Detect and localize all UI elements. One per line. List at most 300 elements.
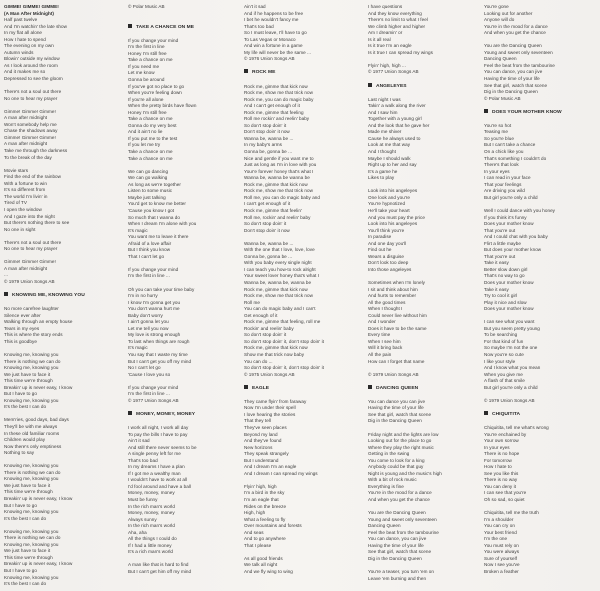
lyric-line: Rock me, gimme that kick now [244,181,308,187]
lyric-line: Depressed to see the gloom [4,76,63,82]
lyric-line: Knowing me, knowing you [4,528,59,534]
lyric-line: Knowing me, knowing you [4,476,59,482]
lyric-line: Does your mother know [484,221,534,227]
lyric-line: Wanna be, wanna be ... [244,240,294,246]
lyric-line: Ain't it sad [128,438,150,444]
lyric-line: I sit and think about him [368,286,418,292]
lyric-line: And to go anywhere [244,536,286,542]
lyric-line: Sure of yourself [484,555,517,561]
lyric-line: We climb higher and higher [368,23,426,29]
lyric-line: In my flat all alone [4,30,43,36]
song-title-text: TAKE A CHANCE ON ME [136,24,195,30]
lyric-line: Rides on the breeze [244,503,287,509]
lyric-line: A man after midnight [4,265,48,271]
lyric-line: When I see him [368,338,401,344]
lyric-line: But I have to go [4,502,37,508]
song-title-text: ROCK ME [252,70,276,76]
lyric-line: You'll think you're [368,227,405,233]
lyric-line: When you're feeling down [128,90,182,96]
lyric-line: How I hate to [484,464,512,470]
lyric-line: 'Cause I love you so [128,371,171,377]
lyric-line: You don't wanna hurt me [128,306,180,312]
lyric-line: Wanna be, wanna be wanna be [244,175,310,181]
lyric-line: Gonna be, gonna be ... [244,253,293,259]
lyric-line: If you think it's funny [484,214,527,220]
lyric-line: I bet he wouldn't fancy me [244,17,299,23]
lyric-line: But I think you know [128,247,171,253]
lyric-line: And it makes me so [4,69,46,75]
lyric-line: Together with a young girl [368,116,422,122]
lyric-line: I know I'm gonna get you [128,299,181,305]
lyric-line: Will it bring back [368,345,403,351]
lyric-line: My love is strong enough [128,332,181,338]
lyric-line: You're enchained by [484,431,527,437]
lyric-line: So I must leave, I'll have to go [244,30,307,36]
lyric-line: Your sweet lover honey that's what I [244,273,320,279]
lyric-line: Movie stars [4,167,29,173]
song-title [128,411,240,419]
lyric-line: That they tell [244,418,271,424]
lyric-line: And hurts to remember [368,293,417,299]
lyric-line: That you're out [484,253,516,259]
lyric-line: A single penny left for me [128,451,181,457]
lyric-line: So don't stop doin' it, don't stop doin' it [244,365,324,371]
lyric-line: Am I dreamin' or [368,30,403,36]
lyric-line: All the good times [368,299,406,305]
lyric-line: Feel the beat from the tambourine [484,62,555,68]
lyric-line: Having the time of your life [368,542,424,548]
lyric-line: So you're blue [484,135,514,141]
lyric-line: Find out he [368,247,392,253]
lyric-line: It's a rich man's world [128,549,174,555]
lyric-line: No one to hear my prayer [4,95,58,101]
lyric-line: Baby don't worry [128,312,163,318]
lyric-line: Let me know [128,70,155,76]
lyric-line: And I dream I can spread my wings [244,470,318,476]
lyric-line: Made me shiver [368,129,402,135]
lyric-line: There's not a soul out there [4,89,62,95]
lyric-line: © Polar Music AB [484,95,521,101]
lyric-line: Flirt a little maybe [484,240,521,246]
lyric-line: But you seem pretty young [484,325,540,331]
song-title [244,69,364,77]
lyric-line: That I please [244,542,272,548]
lyric-line: We just have to face it [4,548,51,554]
lyric-line: But I can't get you off my mind [128,358,192,364]
lyric-line: This is where the story ends [4,332,63,338]
lyric-line: I'm an eagle that [244,497,279,503]
lyric-line: But I have to go [4,391,37,397]
lyric-line: Your'e forever honey that's what I [244,168,314,174]
lyric-line: And one day you'll [368,240,407,246]
lyric-line: You come to look for a king [368,457,425,463]
lyric-line: Knowing me, knowing you [4,574,59,580]
lyric-line: Now I see you've [484,562,520,568]
lyric-line: I'm a shoulder [484,516,514,522]
lyric-line: With you baby every single night [244,260,312,266]
lyric-line: High, high [244,510,266,516]
lyric-line: As all good friends [244,555,283,561]
lyric-line: Looking out for another [484,10,533,16]
lyric-line: In my baby's arms [244,142,282,148]
lyric-line: Take it easy [484,286,509,292]
lyric-line: Show me that trick now baby [244,351,305,357]
lyric-line: Over mountains and forests [244,523,302,529]
lyric-line: Roll me [244,299,260,305]
lyric-line: No one in sight [4,226,36,232]
lyric-line: For tomorrow [484,457,512,463]
square-bullet-icon [244,385,248,389]
lyric-line: Play it nice and slow [484,299,527,305]
lyric-line: And I wonder [368,319,396,325]
lyric-line: And I thought [368,149,396,155]
lyric-line: I'm the one [484,536,508,542]
lyric-line: And I know what you mean [484,365,541,371]
lyric-line: Getting in the swing [368,451,410,457]
lyric-line: Everything is fine [368,483,404,489]
lyric-line: Your own sorrow [484,438,519,444]
lyric-line: Is it all real [368,36,391,42]
lyric-line: You can cry on [484,523,515,529]
lyric-line: They speak strangely [244,451,289,457]
lyric-line: There is nothing we can do [4,358,61,364]
lyric-line: Let me tell you now [128,325,169,331]
lyric-line: To be searching [484,332,518,338]
lyric-line: Now I'm under their spell [244,405,296,411]
lyric-line: What a feeling to fly [244,516,286,522]
lyric-line: So don't stop doin' it, don't stop doin' it [244,338,324,344]
lyric-line: One look and you're [368,194,410,200]
lyric-line: I wouldn't have to work at all [128,477,188,483]
lyric-line: Rock me, gimme that feeling [244,109,304,115]
lyric-line: So much that I wanna do [128,214,180,220]
lyric-line: If you need me [128,63,160,69]
song-title-text: KNOWING ME, KNOWING YOU [12,293,85,299]
lyric-line: Cause he always used to [368,135,421,141]
lyric-line: In your eyes [484,168,510,174]
lyric-line: In my dreams I have a plan [128,464,185,470]
lyric-line: So maybe I'm not the one [484,345,538,351]
song-title-text: ANGELEYES [376,83,407,89]
lyric-line: Aha, aha [128,529,147,535]
square-bullet-icon [128,24,132,28]
lyric-line: And still there never seems to be [128,444,197,450]
lyric-line: Knowing me, knowing you [4,541,59,547]
lyric-line: My life will never be the same ... [244,49,312,55]
lyric-line: You'd get to know me better [128,201,186,207]
lyric-line: I ain't gonna let you [128,319,169,325]
lyric-line: Now you're so cute [484,351,524,357]
lyric-column [4,4,122,588]
lyric-line: This time we're through [4,554,53,560]
lyric-line: Dig in the Dancing Queen [368,555,422,561]
lyric-line: Take a chance on me [128,116,173,122]
lyric-line: I can see that you're [484,490,527,496]
lyric-line: Silence ever after [4,312,41,318]
lyric-line: Flyin' high, high [244,483,277,489]
lyric-line: Money, money, money [128,510,175,516]
lyric-line: That's no way to go [484,273,525,279]
lyric-line: Dancing Queen [368,523,401,529]
lyric-line: Walking through an empty house [4,319,73,325]
lyric-line: Look into his angeleyes [368,188,418,194]
song-title-text: DOES YOUR MOTHER KNOW [492,109,562,115]
lyric-line: It's magic [128,345,148,351]
lyric-line: Take a chance on me [128,155,173,161]
lyric-line: If you've got no place to go [128,83,185,89]
lyric-line: Anyone will do [484,17,515,23]
lyric-line: Wanna be, wanna be, wanna be [244,279,312,285]
lyric-line: Autumn winds [4,49,34,55]
lyric-line: Rock me, gimme that kick now [244,345,308,351]
lyric-line: If you change your mind [128,266,179,272]
lyric-line: But I can't take a chance [484,142,536,148]
lyric-line: I'm the first in line ... [128,273,170,279]
square-bullet-icon [368,83,372,87]
lyric-line: When I dream I'm alone with you [128,221,197,227]
lyric-line: And seas [244,529,264,535]
lyric-line: Is it true I'm an eagle [368,43,412,49]
lyric-line: If I got me a wealthy man [128,470,181,476]
lyric-line: Honey I'm still free [128,109,167,115]
lyric-line: If you change your mind [128,384,179,390]
lyric-line: All the pain [368,351,392,357]
lyric-line: Just as long as I'm in love with you [244,162,317,168]
lyric-line: With the one that I love, love, love [244,247,315,253]
lyric-line: We can go walking [128,175,168,181]
lyric-line: Does your mother know [484,306,534,312]
lyric-line: Dig in the Dancing Queen [484,89,538,95]
lyric-line: And I saw him [368,109,398,115]
lyric-line: This time we're through [4,378,53,384]
lyric-line: Teasing me [484,129,508,135]
lyric-line: Rockin' and reelin' baby [244,325,294,331]
lyric-line: There's not a soul out there [4,239,62,245]
lyric-line: But does your mother know [484,247,542,253]
lyric-line: Are driving you wild [484,188,525,194]
lyric-line: See you like this [484,470,519,476]
lyric-line: You want me to leave it there [128,234,189,240]
square-bullet-icon [484,411,488,415]
lyric-line: Tears in my eyes [4,325,40,331]
lyric-line: Breakin' up is never easy, I know [4,384,73,390]
lyric-line: We just have to face it [4,371,51,377]
lyric-line: But girl you're only a child [484,384,538,390]
lyric-line: Having the time of your life [484,76,540,82]
lyric-line: Rock me, gimme that kick now [244,83,308,89]
lyric-line: You're so hot [484,122,512,128]
lyric-line: © 1977 Union Songs AB [368,69,419,75]
lyric-line: Into those angeleyes [368,266,412,272]
lyric-line: It's the best I can do [4,515,47,521]
lyric-line: And I gaze into the night [4,213,55,219]
lyric-line: And it ain't no lie [128,129,163,135]
lyric-line: That I can't let go [128,253,165,259]
lyric-line: But I understand [244,457,279,463]
lyric-line: Blowin' outside my window [4,56,60,62]
lyric-line: © 1979 Union Songs AB [368,371,419,377]
lyric-line: © 1979 Union Songs AB [4,278,55,284]
lyric-line: To pay the bills I have to pay [128,431,188,437]
lyric-line: If I had a little money [128,542,172,548]
lyric-line: New horizons [244,444,273,450]
lyric-line: A flash of that smile [484,378,525,384]
lyric-line: Knowing me, knowing you [4,365,59,371]
lyric-line: Young and sweet only seventeen [368,516,437,522]
lyric-line: It's magic [128,227,148,233]
lyric-line: There is no way [484,477,518,483]
lyric-line: Find the end of the rainbow [4,174,62,180]
lyric-line: As long as we're together [128,181,181,187]
lyric-line: Rock me, gimme that feeling, roll me [244,319,321,325]
song-title-text: EAGLE [252,385,270,391]
lyric-line: You are the Dancing Queen [484,43,542,49]
lyric-line: In the rich man's world [128,523,175,529]
square-bullet-icon [244,69,248,73]
lyric-line: Rock me, gimme that kick now [244,286,308,292]
lyric-line: With a bit of rock music [368,477,417,483]
song-title [368,83,480,91]
lyric-line: The evening on my own [4,43,54,49]
lyric-line: Every time [368,332,391,338]
lyric-line: Take it easy [484,260,509,266]
song-title [4,292,122,300]
lyric-line: Don't stop doin' it now [244,227,290,233]
square-bullet-icon [368,385,372,389]
lyric-column [368,4,480,582]
lyric-line: Knowing me, knowing you [4,509,59,515]
lyric-line: And they've found [244,438,282,444]
lyric-line: This is goodbye [4,338,37,344]
lyric-line: No one to hear my prayer [4,246,58,252]
lyric-line: Roll me, rockin' and reelin' baby [244,214,311,220]
lyric-line: Afraid of a love affair [128,240,172,246]
lyric-line: Chiquitita, tell me the truth [484,510,539,516]
lyric-line: Gimme! Gimme! Gimme! [4,108,56,114]
lyric-line: In the rich man's world [128,503,175,509]
lyric-line: There's that look [484,162,519,168]
lyric-line: You're a teaser, you turn 'em on [368,569,435,575]
lyric-line: You are the Dancing Queen [368,510,426,516]
lyric-line: He'll take your heart [368,207,410,213]
lyric-line: Nice and gentle if you want me to [244,155,314,161]
lyric-line: You were always [484,549,520,555]
lyric-line: It's the best I can do [4,581,47,587]
lyric-line: You're in the mood for a dance [484,23,548,29]
lyric-line: There is nothing we can do [4,535,61,541]
lyric-line: Get enough of it [244,312,278,318]
song-title-text: CHIQUITITA [492,411,521,417]
lyric-line: You're hypnotized [368,201,406,207]
lyric-line: That you're out [484,227,516,233]
lyric-line: Look at me that way [368,142,411,148]
lyric-line: Your best friend [484,529,517,535]
song-title-text: MONEY, MONEY, MONEY [136,411,196,417]
lyric-line: How can I forget that name [368,358,425,364]
lyric-line: In your eyes [484,444,510,450]
lyric-column [484,4,598,576]
lyric-line: When I thought I [368,306,403,312]
lyric-line: They came flyin' from faraway [244,398,307,404]
lyric-line: And win a fortune in a game [244,43,303,49]
lyric-line: And when you get the chance [368,497,430,503]
lyric-line: I can teach you how-to rock alright [244,266,316,272]
lyric-line: They've seen places [244,425,287,430]
lyric-line: Take a chance on me [128,149,173,155]
lyric-line: © 1975 Union Songs AB [244,371,295,377]
lyric-line: Breakin' up is never easy, I know [4,561,73,567]
lyric-line: And if he happens to be free [244,10,304,16]
song-title: GIMME! GIMME! GIMME! [4,4,59,9]
lyric-line: You can deny it [484,483,516,489]
lyric-line: I'm the first in line [128,44,165,50]
lyric-line: Friday night and the lights are low [368,431,439,437]
song-title [368,385,480,393]
lyric-line: Does it have to be the same [368,325,427,331]
lyric-line: On a chick like you [484,149,524,155]
lyric-line: In these old familiar rooms [4,430,60,436]
lyric-line: And the look that he gave her [368,122,430,128]
lyric-line: I'm the first in line ... [128,391,170,397]
lyric-line: I like your style [484,358,516,364]
lyric-line: And I can't get enough of it [244,103,300,109]
lyric-line: Maybe I should walk [368,155,411,161]
lyric-line: To the break of the day [4,154,52,160]
lyric-line: Mem'ries, good days, bad days [4,417,69,423]
lyric-line: They'll be with me always [4,424,58,429]
lyric-line: There's no limit to what I feel [368,17,428,23]
lyric-line: Oh you can take your time baby [128,286,195,292]
lyric-line: As I look around the room [4,62,58,68]
lyric-line: You're gone [484,4,509,9]
lyric-line: But I have to go [4,568,37,574]
lyric-line: We can go dancing [128,168,169,174]
lyric-line: Oh so sad, so quiet [484,497,525,503]
lyric-line: If you put me to the test [128,135,178,141]
lyric-line: ... [4,272,8,278]
lyric-line: Ain't it sad [244,4,266,9]
lyric-line: See that girl, watch that scene [368,411,432,417]
lyric-line: It's a game he [368,168,398,174]
lyric-line: Anybody could be that guy [368,464,424,470]
lyric-line: It's so different from [4,187,46,193]
lyric-line: I open the window [4,206,42,212]
lyric-line: Having the time of your life [368,405,424,411]
lyric-line: Roll me rockin' and reelin' baby [244,116,310,122]
lyric-line: Tired of TV [4,200,28,206]
lyric-line: That's something I couldn't do [484,155,547,161]
lyric-line: Try to cool it girl [484,293,518,299]
lyric-line: Take a chance on me [128,57,173,63]
lyric-line: Feel the beat from the tambourine [368,529,439,535]
lyric-line: But there's nothing there to see [4,220,70,226]
lyric-line: But I can't get him off my mind [128,569,192,575]
lyric-line: That your feelings [484,181,522,187]
lyric-line: Knowing me, knowing you [4,351,59,357]
lyric-line: A man like that is hard to find [128,562,189,568]
lyric-line: Better slow down girl [484,266,528,272]
lyric-line: For that kind of fun [484,338,524,344]
lyric-line: Don't stop doin' it now [244,129,290,135]
lyric-line: Knowing me, knowing you [4,397,59,403]
lyric-line: That's too bad [128,457,158,463]
lyric-line: Rock me, gimme that feelin' [244,207,302,213]
lyric-line: Gimme! Gimme! Gimme! [4,134,56,140]
lyric-line: Rock me, show me that trick now [244,90,313,96]
lyric-line: Last night I was [368,96,401,102]
lyric-line: Is it true I can spread my wings [368,49,433,55]
lyric-line: I have questions [368,4,403,9]
